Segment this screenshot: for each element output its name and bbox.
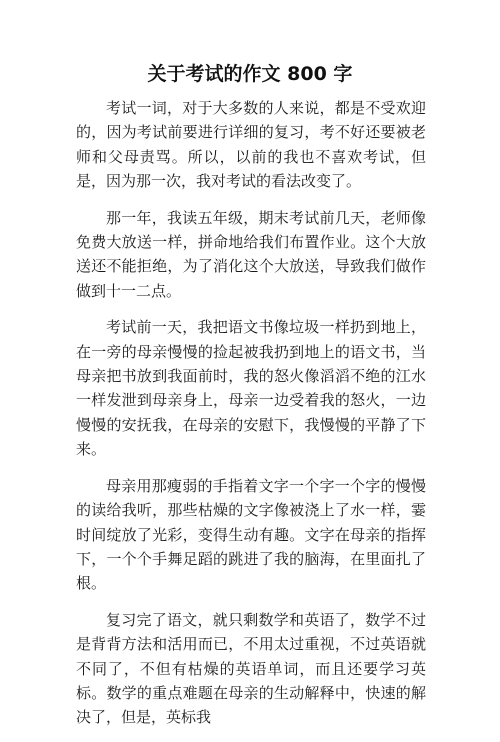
paragraph-1: 考试一词，对于大多数的人来说，都是不受欢迎的，因为考试前要进行详细的复习，考不好还要被老师和父母责骂。所以，以前的我也不喜欢考试，但是，因为那一次，我对考试的看法改变了。 bbox=[76, 99, 426, 191]
paragraph-2: 那一年，我读五年级，期末考试前几天，老师像免费大放送一样，拼命地给我们布置作业。这个大放送还不能拒绝，为了消化这个大放送，导致我们做作做到十一二点。 bbox=[76, 208, 426, 300]
document-body bbox=[76, 96, 426, 742]
document-title: 关于考试的作文 800 字 bbox=[147, 63, 353, 85]
paragraph-3: 考试前一天，我把语文书像垃圾一样扔到地上，在一旁的母亲慢慢的捡起被我扔到地上的语文书，当母亲把书放到我面前时，我的怒火像滔滔不绝的江水一样发泄到母亲身上，母亲一边受着我的怒火，一边慢慢的安抚我，在母亲的安慰下，我慢慢的平静了下来。 bbox=[76, 318, 426, 459]
paragraph-4: 母亲用那瘦弱的手指着文字一个字一个字的慢慢的读给我听，那些枯燥的文字像被浇上了水一样，霎时间绽放了光彩，变得生动有趣。文字在母亲的指挥下，一个个手舞足蹈的跳进了我的脑海，在里面扎了根。 bbox=[76, 476, 426, 593]
paragraph-5: 复习完了语文，就只剩数学和英语了，数学不过是背背方法和活用而已，不用太过重视，不过英语就不同了，不但有枯燥的英语单词，而且还要学习英标。数学的重点难题在母亲的生动解释中，快速的解决了，但是，英标我 bbox=[76, 610, 426, 727]
